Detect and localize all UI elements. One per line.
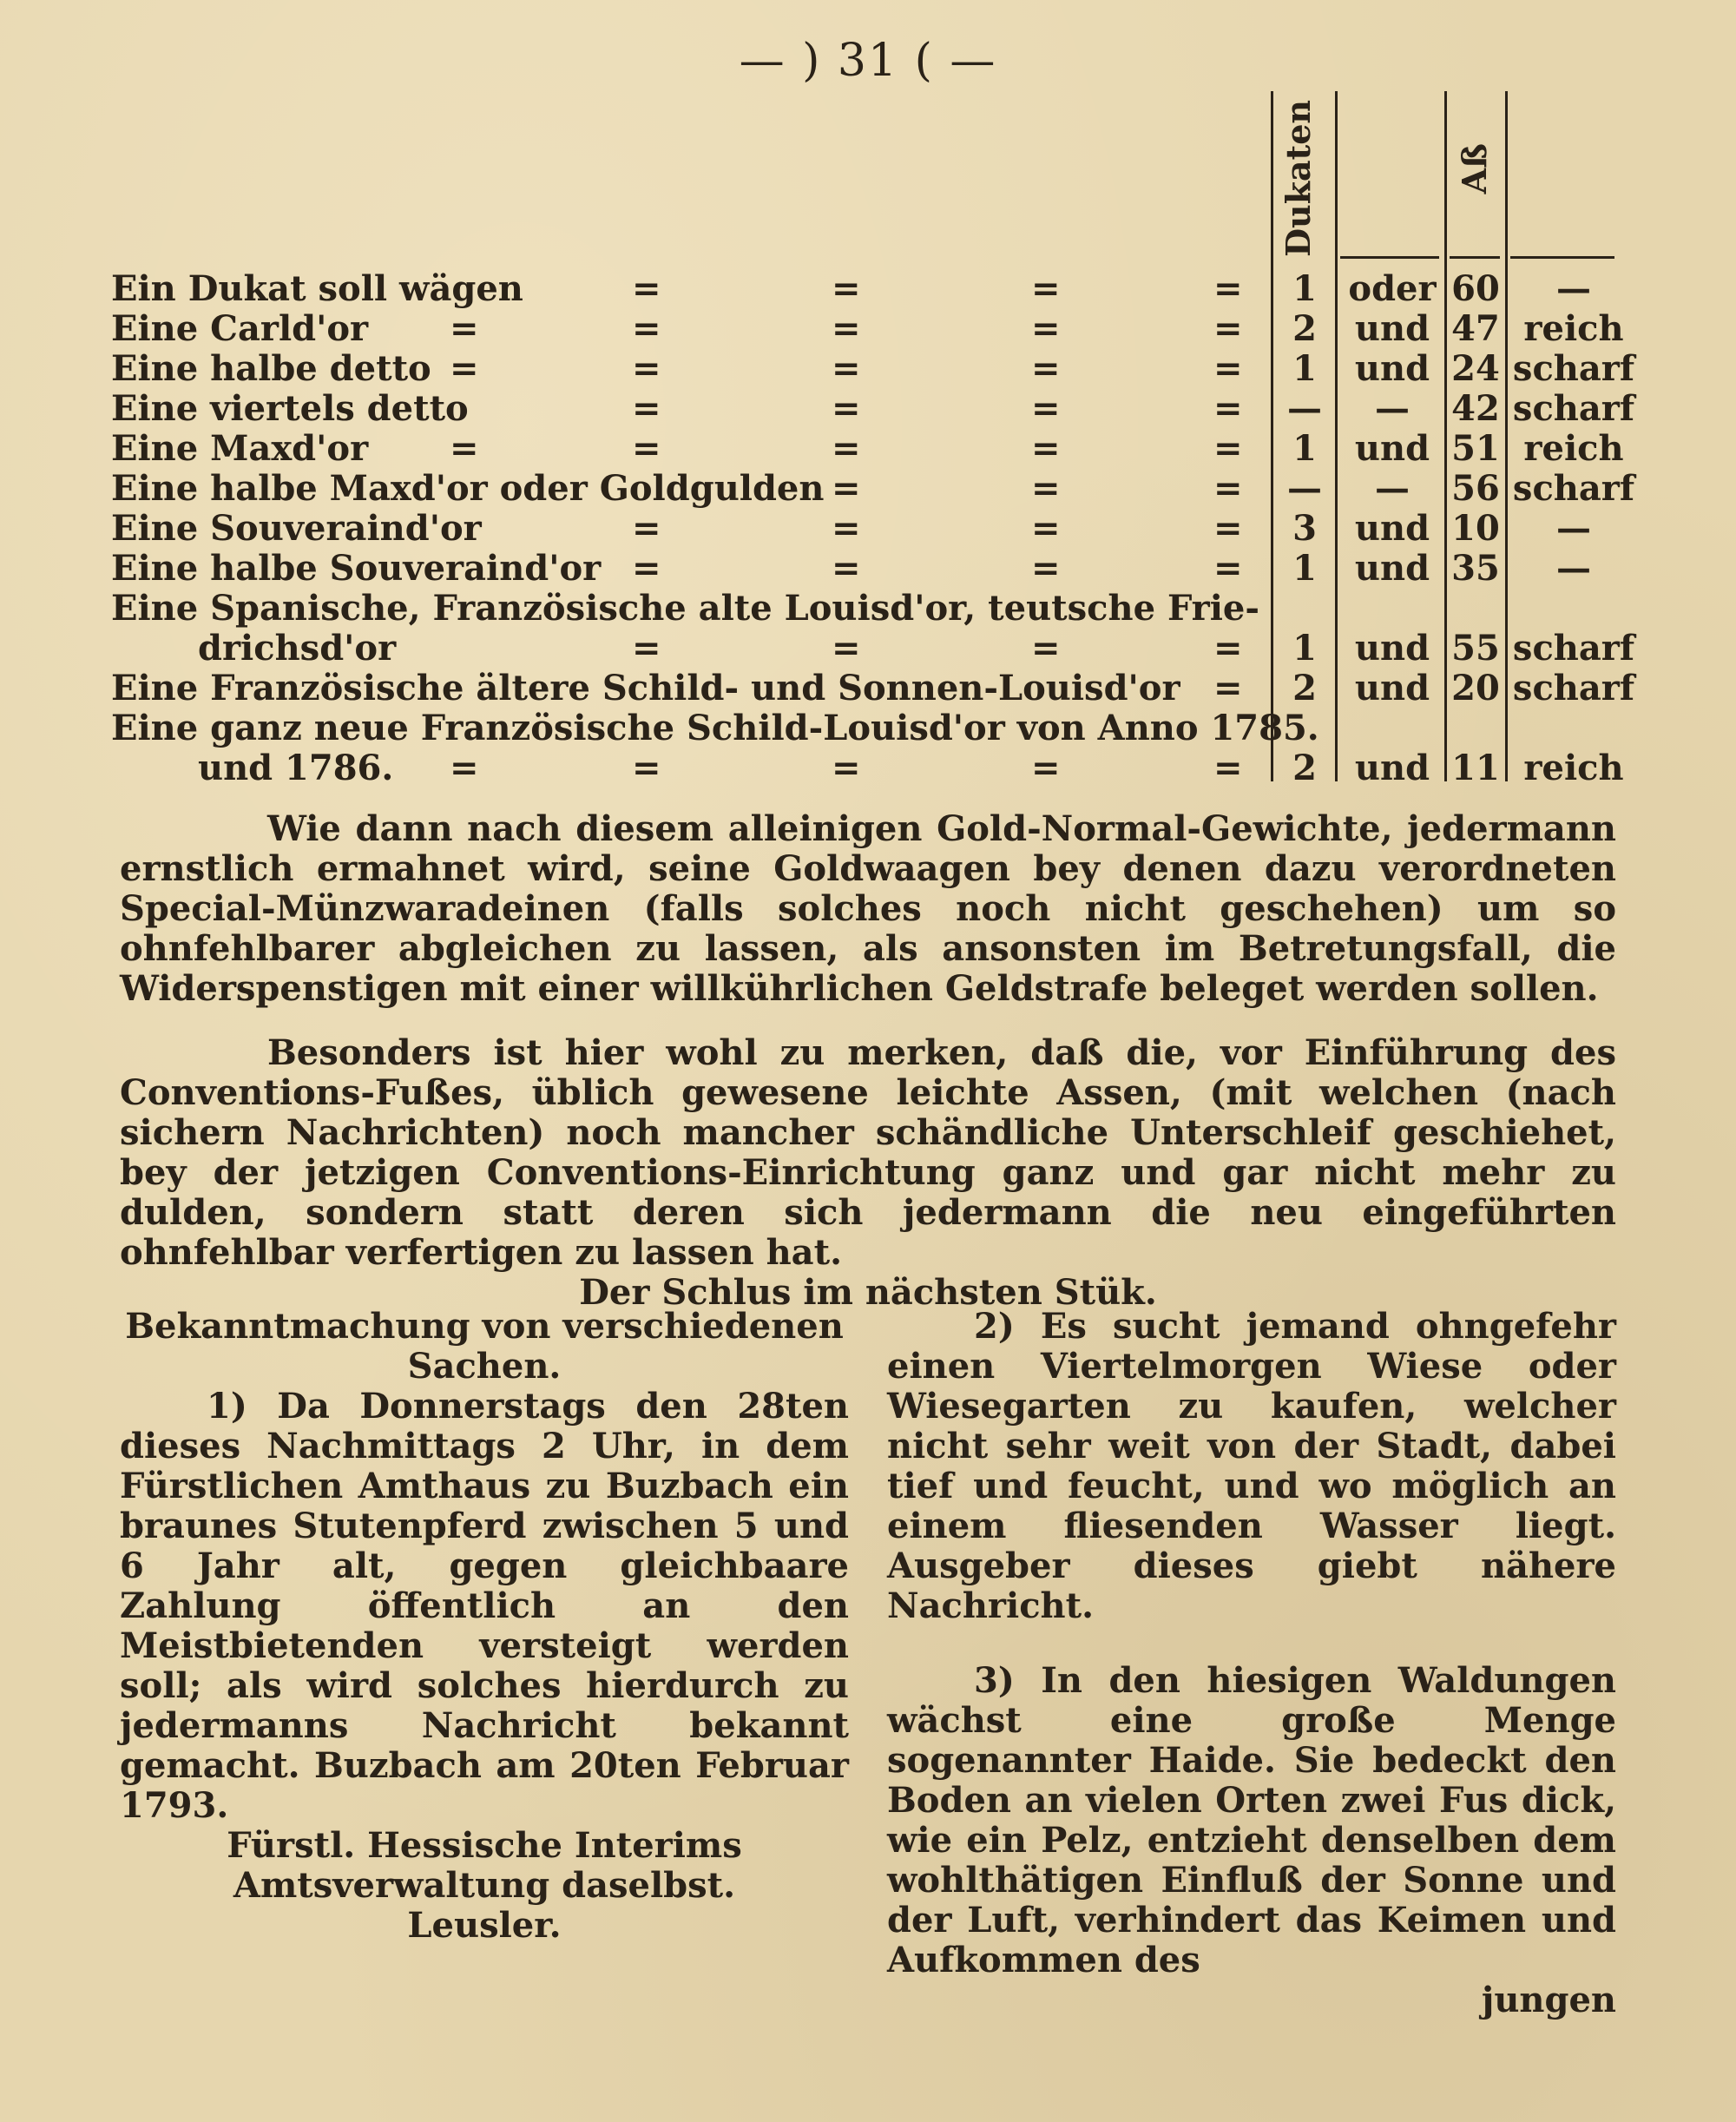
table-row (111, 349, 1639, 389)
dukaten-value: 2 (1292, 748, 1317, 788)
row-label: Eine halbe Souveraind'or (111, 548, 602, 589)
quality: reich (1523, 308, 1624, 349)
table-row (111, 549, 1639, 589)
quality: reich (1523, 428, 1624, 469)
connector: — (1375, 388, 1410, 429)
dukaten-value: 1 (1292, 428, 1317, 469)
quality: scharf (1512, 668, 1635, 708)
table-row (111, 429, 1639, 469)
quality: — (1556, 508, 1591, 549)
row-label: Eine ganz neue Französische Schild-Louisd'or von Anno 1785. (111, 708, 1319, 748)
connector: und (1354, 308, 1430, 349)
connector: — (1375, 468, 1410, 509)
row-label: Eine halbe Maxd'or oder Goldgulden (111, 468, 825, 509)
as-value: 10 (1451, 508, 1500, 549)
as-value: 42 (1451, 388, 1500, 429)
page-header: — ) 31 ( — (739, 35, 997, 87)
quality: — (1556, 268, 1591, 309)
connector: und (1354, 348, 1430, 389)
row-dots: = = = = = (450, 348, 1243, 389)
table-rule (1340, 256, 1439, 259)
paragraph-gold-weights: Wie dann nach diesem alleinigen Gold-Normal-Gewichte, jedermann ernstlich ermahnet wird, seine Goldwaagen bey denen dazu verordneten Special-Münzwaradeinen (falls solches noch nicht geschehen) um so ohnfehlbarer abgleichen zu lassen, als ansonsten im Betretungsfall, die Widerspenstigen mit einer willkührlichen Geldstrafe beleget werden sollen. (120, 808, 1616, 1009)
notice-1-signature-office: Fürstl. Hessische Interims Amtsverwaltung daselbst. (227, 1825, 742, 1906)
coin-weight-table (111, 91, 1639, 794)
notices-right-column (887, 1307, 1616, 2020)
dukaten-value: 1 (1292, 348, 1317, 389)
notices-left-column (120, 1307, 849, 1946)
row-label: Eine Französische ältere Schild- und Sonnen-Louisd'or (111, 668, 1180, 708)
quality: scharf (1512, 348, 1635, 389)
as-value: 35 (1451, 548, 1500, 589)
quality: scharf (1512, 628, 1635, 669)
row-dots: = = = = (632, 508, 1243, 549)
dukaten-value: — (1287, 468, 1322, 509)
row-label: drichsd'or (198, 628, 397, 669)
row-dots: = = = = (632, 628, 1243, 669)
as-value: 11 (1451, 748, 1500, 788)
table-row (111, 269, 1639, 309)
row-label: Ein Dukat soll wägen (111, 268, 523, 309)
dukaten-value: 1 (1292, 628, 1317, 669)
as-value: 47 (1451, 308, 1500, 349)
dukaten-value: 3 (1292, 508, 1317, 549)
dukaten-value: 1 (1292, 268, 1317, 309)
row-label: Eine Souveraind'or (111, 508, 482, 549)
row-label: und 1786. (198, 748, 394, 788)
quality: scharf (1512, 468, 1635, 509)
row-dots: = = = (832, 468, 1243, 509)
table-rule (1450, 256, 1500, 259)
row-dots: = = = = (632, 388, 1243, 429)
connector: und (1354, 508, 1430, 549)
row-dots: = = = = = (450, 428, 1243, 469)
row-dots: = (1213, 668, 1243, 708)
notice-1: 1) Da Donnerstags den 28ten dieses Nachmittags 2 Uhr, in dem Fürstlichen Amthaus zu Buzbach ein braunes Stutenpferd zwischen 5 und 6 Jahr alt, gegen gleichbaare Zahlung öffentlich an den Meistbietenden versteigt werden soll; als wird solches hierdurch zu jedermanns Nachricht bekannt gemacht. Buzbach am 20ten Februar 1793. (120, 1386, 849, 1826)
connector: und (1354, 548, 1430, 589)
notices-title: Bekanntmachung von verschiedenen Sachen. (125, 1306, 844, 1387)
table-row (111, 669, 1639, 708)
catchword: jungen (1481, 1980, 1616, 2020)
table-row (111, 748, 1639, 788)
notice-1-signature-name: Leusler. (407, 1905, 562, 1946)
quality: scharf (1512, 388, 1635, 429)
as-value: 24 (1451, 348, 1500, 389)
row-label: Eine viertels detto (111, 388, 469, 429)
notice-2: 2) Es sucht jemand ohngefehr einen Viertelmorgen Wiese oder Wiesegarten zu kaufen, welcher nicht sehr weit von der Stadt, dabei tief und feucht, und wo möglich an einem fliesenden Wasser liegt. Ausgeber dieses giebt nähere Nachricht. (887, 1306, 1616, 1626)
as-value: 51 (1451, 428, 1500, 469)
connector: und (1354, 428, 1430, 469)
connector: und (1354, 748, 1430, 788)
notice-3: 3) In den hiesigen Waldungen wächst eine große Menge sogenannter Haide. Sie bedeckt den Boden an vielen Orten zwei Fus dick, wie ein Pelz, entzieht denselben dem wohlthätigen Einfluß der Sonne und der Luft, verhindert das Keimen und Aufkommen des (887, 1660, 1616, 1980)
closing-note: Der Schlus im nächsten Stük. (579, 1272, 1157, 1313)
connector: oder (1348, 268, 1437, 309)
connector: und (1354, 668, 1430, 708)
as-value: 55 (1451, 628, 1500, 669)
row-dots: = = = = (632, 268, 1243, 309)
table-row (111, 389, 1639, 429)
dukaten-value: 1 (1292, 548, 1317, 589)
as-value: 20 (1451, 668, 1500, 708)
connector: und (1354, 628, 1430, 669)
table-row (111, 629, 1639, 669)
quality: — (1556, 548, 1591, 589)
quality: reich (1523, 748, 1624, 788)
body-text (120, 809, 1616, 1009)
as-value: 60 (1451, 268, 1500, 309)
table-rule (1510, 256, 1614, 259)
column-header-as: Aß (1455, 143, 1494, 194)
column-header-dukaten: Dukaten (1279, 100, 1318, 257)
row-label: Eine halbe detto (111, 348, 431, 389)
dukaten-value: 2 (1292, 308, 1317, 349)
dukaten-value: 2 (1292, 668, 1317, 708)
row-dots: = = = = = (450, 308, 1243, 349)
dukaten-value: — (1287, 388, 1322, 429)
body-text (120, 1033, 1616, 1313)
as-value: 56 (1451, 468, 1500, 509)
row-label: Eine Maxd'or (111, 428, 369, 469)
table-row (111, 309, 1639, 349)
row-dots: = = = = = (450, 748, 1243, 788)
table-row (111, 469, 1639, 509)
row-label: Eine Spanische, Französische alte Louisd'or, teutsche Frie- (111, 588, 1259, 629)
row-dots: = = = = (632, 548, 1243, 589)
table-row (111, 509, 1639, 549)
paragraph-assen: Besonders ist hier wohl zu merken, daß die, vor Einführung des Conventions-Fußes, üblich gewesene leichte Assen, (mit welchen (nach sichern Nachrichten) noch mancher schändliche Unterschleif geschiehet, bey der jetzigen Conventions-Einrichtung ganz und gar nicht mehr zu dulden, sondern statt deren sich jedermann die neu eingeführten ohnfehlbar verfertigen zu lassen hat. (120, 1032, 1616, 1273)
table-row (111, 589, 1639, 629)
table-row (111, 708, 1639, 748)
row-label: Eine Carld'or (111, 308, 369, 349)
